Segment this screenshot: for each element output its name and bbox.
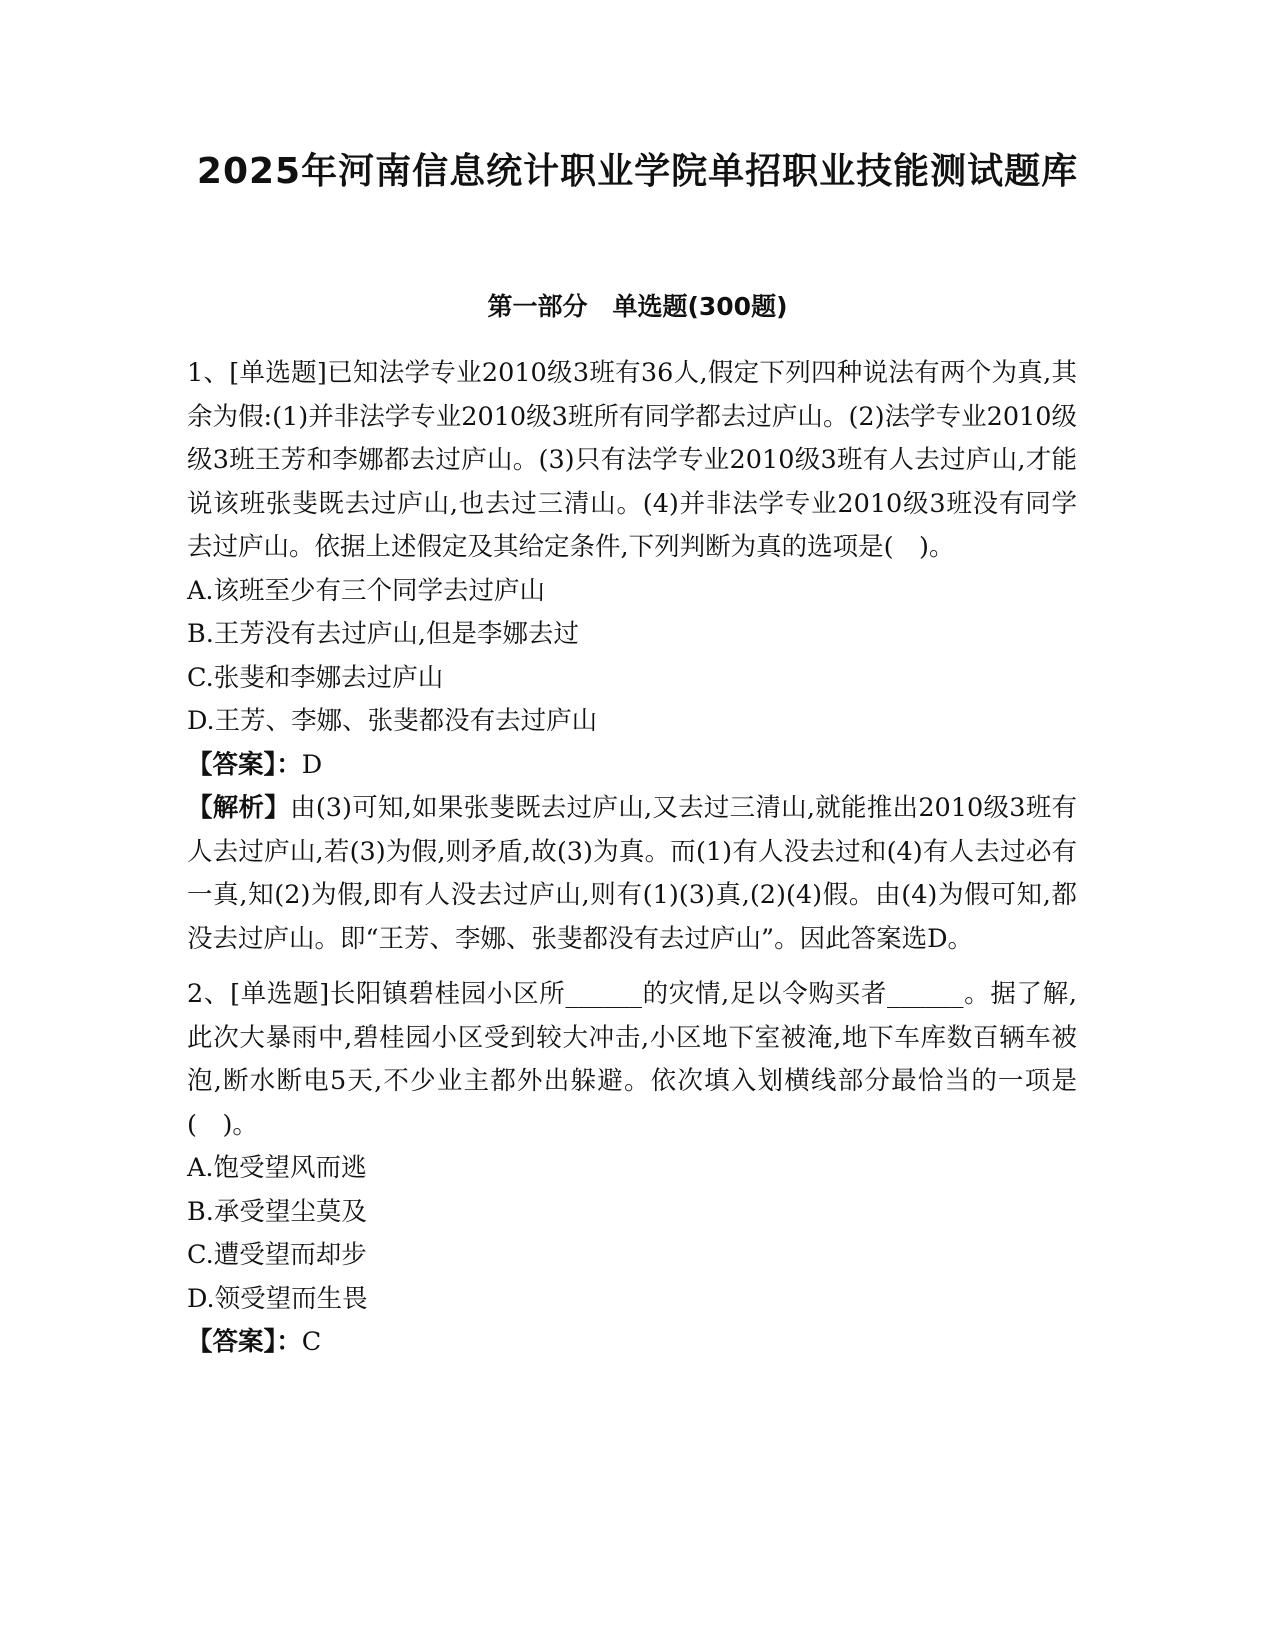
section-title: 第一部分 单选题(300题) bbox=[487, 292, 788, 321]
question-2 bbox=[187, 973, 1077, 1365]
option-d: D.王芳、李娜、张斐都没有去过庐山 bbox=[187, 706, 598, 736]
answer-separator: ： bbox=[276, 749, 302, 780]
answer-value: C bbox=[301, 1327, 322, 1357]
answer-line bbox=[187, 744, 1077, 788]
answer-line bbox=[187, 1321, 1077, 1365]
answer-label: 【答案】 bbox=[187, 1327, 277, 1357]
question-1 bbox=[187, 352, 1077, 961]
question-spacer bbox=[187, 961, 1077, 973]
option-a: A.饱受望风而逃 bbox=[187, 1153, 367, 1183]
answer-separator: ： bbox=[276, 1327, 302, 1357]
document-title: 2025年河南信息统计职业学院单招职业技能测试题库 bbox=[196, 151, 1079, 192]
answer-value: D bbox=[301, 749, 323, 780]
analysis-text: 由(3)可知,如果张斐既去过庐山,又去过三清山,就能推出2010级3班有人去过庐山,若(3)为假,则矛盾,故(3)为真。而(1)有人没去过和(4)有人去过必有一真,知(2)为假,即有人没去过庐山,则有(1)(3)真,(2)(4)假。由(4)为假可知,都没去过庐山。即“王芳、李娜、张斐都没有去过庐山”。因此答案选D。 bbox=[187, 793, 1077, 954]
question-stem: 1、[单选题]已知法学专业2010级3班有36人,假定下列四种说法有两个为真,其余为假:(1)并非法学专业2010级3班所有同学都去过庐山。(2)法学专业2010级级3班王芳和李娜都去过庐山。(3)只有法学专业2010级3班有人去过庐山,才能说该班张斐既去过庐山,也去过三清山。(4)并非法学专业2010级3班没有同学去过庐山。依据上述假定及其给定条件,下列判断为真的选项是( )。 bbox=[187, 358, 1077, 562]
option-b: B.承受望尘莫及 bbox=[187, 1196, 367, 1227]
answer-label: 【答案】 bbox=[187, 749, 277, 780]
option-c: C.遭受望而却步 bbox=[187, 1240, 367, 1270]
option-c: C.张斐和李娜去过庐山 bbox=[187, 662, 444, 693]
option-d: D.领受望而生畏 bbox=[187, 1283, 368, 1314]
option-a: A.该班至少有三个同学去过庐山 bbox=[187, 575, 546, 606]
analysis-paragraph bbox=[187, 787, 1077, 961]
option-b: B.王芳没有去过庐山,但是李娜去过 bbox=[187, 619, 579, 649]
question-list bbox=[187, 352, 1077, 1365]
analysis-label: 【解析】 bbox=[187, 793, 291, 823]
question-stem: 2、[单选题]长阳镇碧桂园小区所______的灾情,足以令购买者______。据了解,此次大暴雨中,碧桂园小区受到较大冲击,小区地下室被淹,地下车库数百辆车被泡,断水断电5天,不少业主都外出躲避。依次填入划横线部分最恰当的一项是( )。 bbox=[187, 979, 1077, 1140]
